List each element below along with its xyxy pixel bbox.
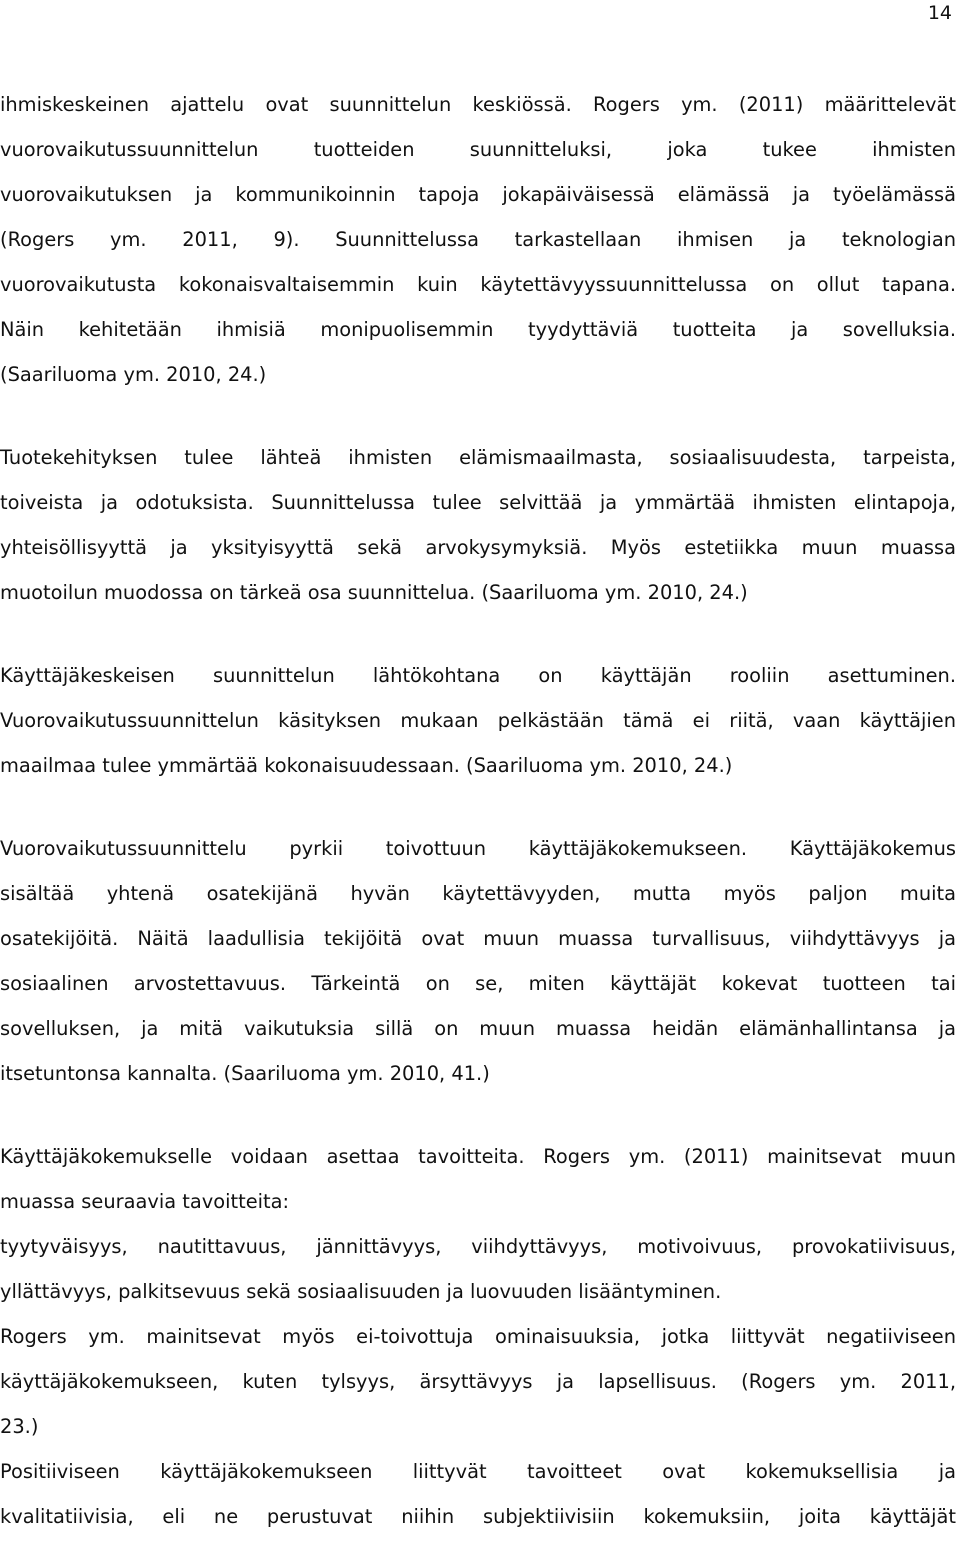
- document-body: [0, 82, 956, 1539]
- text-line: Rogers ym. mainitsevat myös ei-toivottuja ominaisuuksia, jotka liittyvät negatiiviseen: [0, 1325, 956, 1348]
- text-line: maailmaa tulee ymmärtää kokonaisuudessaan. (Saariluoma ym. 2010, 24.): [0, 754, 733, 777]
- text-line: Vuorovaikutussuunnittelu pyrkii toivottuun käyttäjäkokemukseen. Käyttäjäkokemus: [0, 837, 956, 860]
- text-line: sovelluksen, ja mitä vaikutuksia sillä on muun muassa heidän elämänhallintansa ja: [0, 1017, 956, 1040]
- text-line: yllättävyys, palkitsevuus sekä sosiaalisuuden ja luovuuden lisääntyminen.: [0, 1280, 722, 1303]
- paragraph-5: [0, 1134, 956, 1539]
- text-line: muotoilun muodossa on tärkeä osa suunnittelua. (Saariluoma ym. 2010, 24.): [0, 581, 748, 604]
- text-line: itsetuntonsa kannalta. (Saariluoma ym. 2010, 41.): [0, 1062, 490, 1085]
- text-line: Käyttäjäkeskeisen suunnittelun lähtökohtana on käyttäjän rooliin asettuminen.: [0, 664, 956, 687]
- text-line: Vuorovaikutussuunnittelun käsityksen mukaan pelkästään tämä ei riitä, vaan käyttäjien: [0, 709, 956, 732]
- text-line: toiveista ja odotuksista. Suunnittelussa tulee selvittää ja ymmärtää ihmisten elintapoja,: [0, 491, 956, 514]
- text-line: Näin kehitetään ihmisiä monipuolisemmin tyydyttäviä tuotteita ja sovelluksia.: [0, 318, 956, 341]
- text-line: vuorovaikutuksen ja kommunikoinnin tapoja jokapäiväisessä elämässä ja työelämässä: [0, 183, 956, 206]
- text-line: tyytyväisyys, nautittavuus, jännittävyys, viihdyttävyys, motivoivuus, provokatiivisuus,: [0, 1235, 956, 1258]
- text-line: Käyttäjäkokemukselle voidaan asettaa tavoitteita. Rogers ym. (2011) mainitsevat muun: [0, 1145, 956, 1168]
- text-line: vuorovaikutussuunnittelun tuotteiden suunnitteluksi, joka tukee ihmisten: [0, 138, 956, 161]
- text-line: 23.): [0, 1415, 39, 1438]
- text-line: ihmiskeskeinen ajattelu ovat suunnittelun keskiössä. Rogers ym. (2011) määrittelevät: [0, 93, 956, 116]
- text-line: (Rogers ym. 2011, 9). Suunnittelussa tarkastellaan ihmisen ja teknologian: [0, 228, 956, 251]
- paragraph-1: [0, 82, 956, 397]
- text-line: osatekijöitä. Näitä laadullisia tekijöitä ovat muun muassa turvallisuus, viihdyttävyys ja: [0, 927, 956, 950]
- paragraph-3: [0, 653, 956, 788]
- text-line: (Saariluoma ym. 2010, 24.): [0, 363, 267, 386]
- text-line: kvalitatiivisia, eli ne perustuvat niihin subjektiivisiin kokemuksiin, joita käyttäjät: [0, 1505, 956, 1528]
- text-line: sisältää yhtenä osatekijänä hyvän käytettävyyden, mutta myös paljon muita: [0, 882, 956, 905]
- page-number: 14: [927, 2, 952, 24]
- paragraph-2: [0, 435, 956, 615]
- text-line: sosiaalinen arvostettavuus. Tärkeintä on se, miten käyttäjät kokevat tuotteen tai: [0, 972, 956, 995]
- paragraph-4: [0, 826, 956, 1096]
- text-line: Positiiviseen käyttäjäkokemukseen liittyvät tavoitteet ovat kokemuksellisia ja: [0, 1460, 956, 1483]
- text-line: yhteisöllisyyttä ja yksityisyyttä sekä arvokysymyksiä. Myös estetiikka muun muassa: [0, 536, 956, 559]
- text-line: Tuotekehityksen tulee lähteä ihmisten elämismaailmasta, sosiaalisuudesta, tarpeista,: [0, 446, 956, 469]
- text-line: vuorovaikutusta kokonaisvaltaisemmin kuin käytettävyyssuunnittelussa on ollut tapana.: [0, 273, 956, 296]
- text-line: käyttäjäkokemukseen, kuten tylsyys, ärsyttävyys ja lapsellisuus. (Rogers ym. 2011,: [0, 1370, 956, 1393]
- text-line: muassa seuraavia tavoitteita:: [0, 1190, 290, 1213]
